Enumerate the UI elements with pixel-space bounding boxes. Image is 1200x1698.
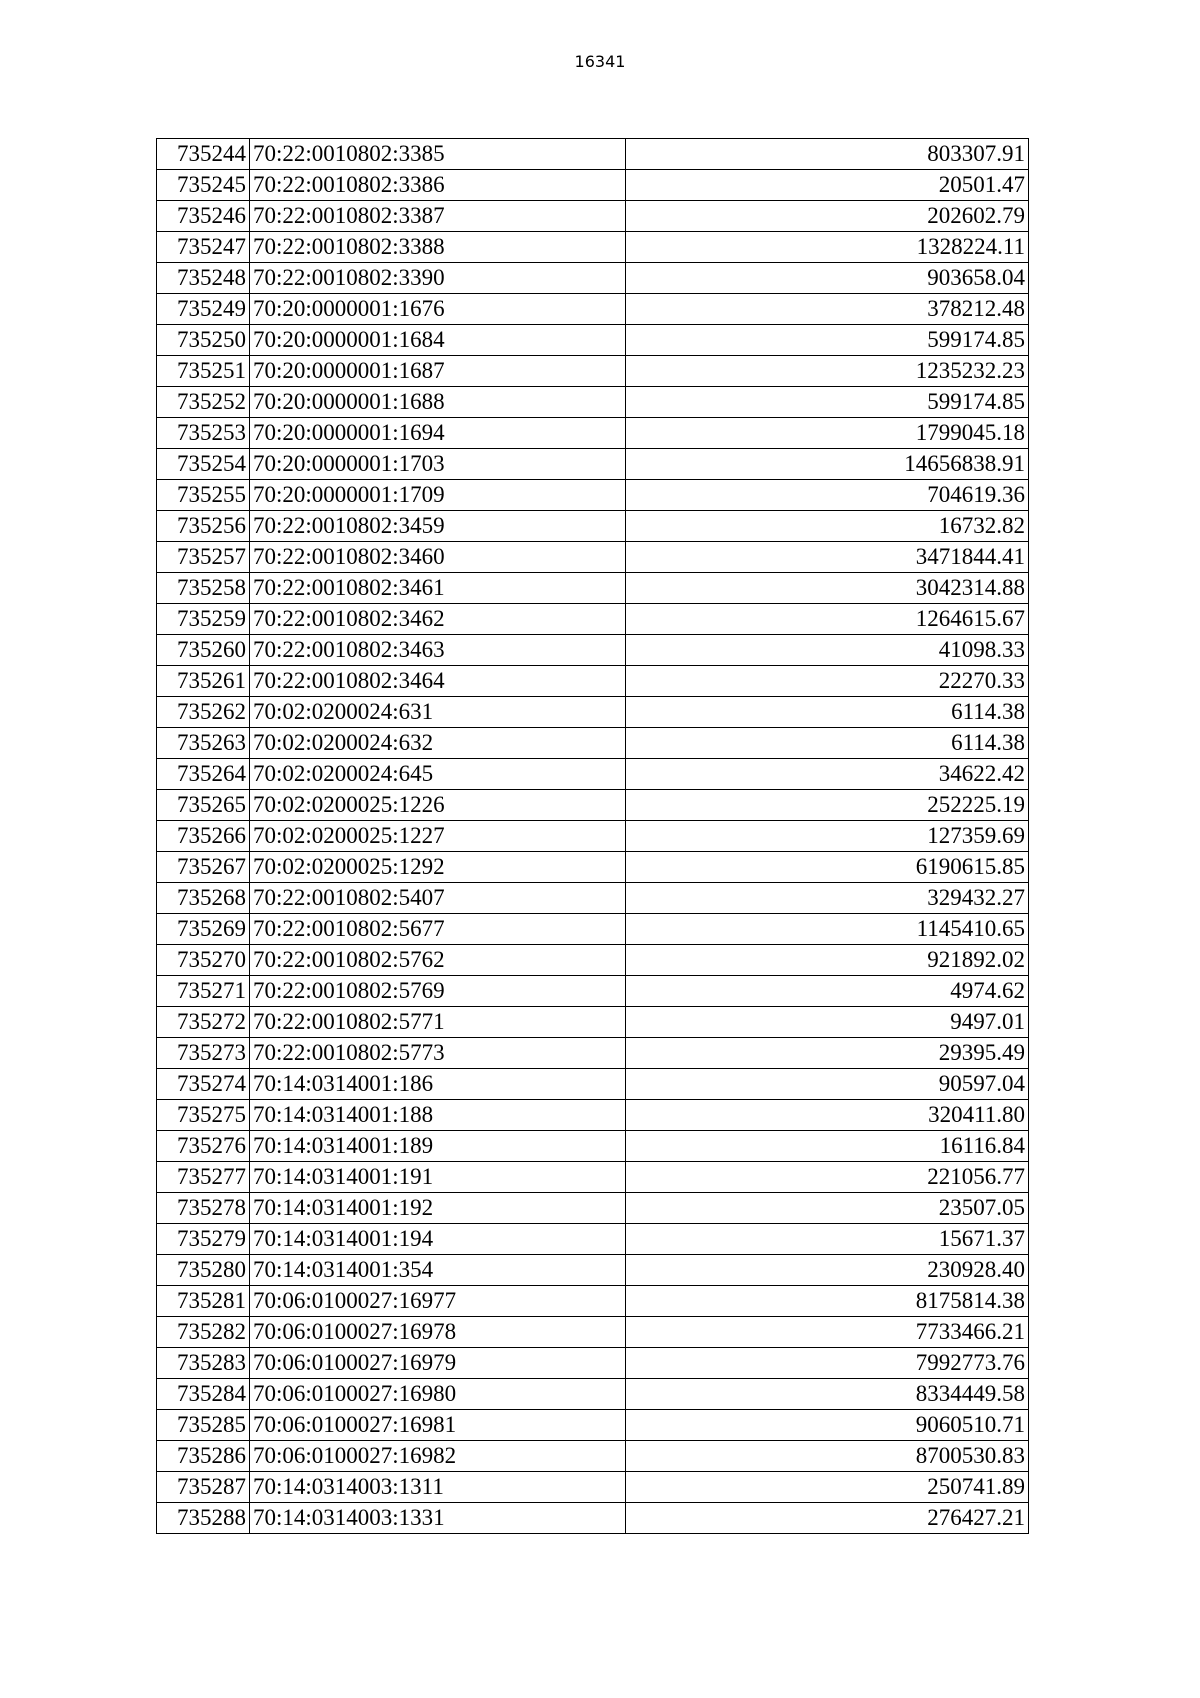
row-number-cell: 735256 [157,511,250,542]
table-row [157,1069,1029,1100]
table-row [157,573,1029,604]
data-table [156,138,1029,1534]
row-number-cell: 735272 [157,1007,250,1038]
table-row [157,1317,1029,1348]
table-row [157,697,1029,728]
row-number-cell: 735251 [157,356,250,387]
row-number-cell: 735247 [157,232,250,263]
cadastral-number-cell: 70:22:0010802:5407 [250,883,626,914]
cadastral-number-cell: 70:22:0010802:3390 [250,263,626,294]
value-cell: 202602.79 [626,201,1029,232]
value-cell: 1799045.18 [626,418,1029,449]
row-number-cell: 735245 [157,170,250,201]
row-number-cell: 735253 [157,418,250,449]
row-number-cell: 735259 [157,604,250,635]
cadastral-number-cell: 70:20:0000001:1694 [250,418,626,449]
cadastral-number-cell: 70:02:0200024:645 [250,759,626,790]
row-number-cell: 735283 [157,1348,250,1379]
cadastral-number-cell: 70:22:0010802:3386 [250,170,626,201]
row-number-cell: 735275 [157,1100,250,1131]
table-row [157,852,1029,883]
value-cell: 1264615.67 [626,604,1029,635]
row-number-cell: 735271 [157,976,250,1007]
row-number-cell: 735249 [157,294,250,325]
cadastral-number-cell: 70:22:0010802:3460 [250,542,626,573]
cadastral-number-cell: 70:22:0010802:3464 [250,666,626,697]
row-number-cell: 735278 [157,1193,250,1224]
cadastral-number-cell: 70:06:0100027:16977 [250,1286,626,1317]
value-cell: 127359.69 [626,821,1029,852]
row-number-cell: 735282 [157,1317,250,1348]
table-row [157,170,1029,201]
value-cell: 378212.48 [626,294,1029,325]
row-number-cell: 735279 [157,1224,250,1255]
table-row [157,1007,1029,1038]
cadastral-number-cell: 70:14:0314001:189 [250,1131,626,1162]
table-row [157,1348,1029,1379]
value-cell: 6114.38 [626,697,1029,728]
row-number-cell: 735270 [157,945,250,976]
table-row [157,480,1029,511]
cadastral-number-cell: 70:02:0200024:632 [250,728,626,759]
row-number-cell: 735263 [157,728,250,759]
table-row [157,1100,1029,1131]
table-row [157,542,1029,573]
cadastral-number-cell: 70:06:0100027:16980 [250,1379,626,1410]
value-cell: 16732.82 [626,511,1029,542]
cadastral-number-cell: 70:06:0100027:16978 [250,1317,626,1348]
value-cell: 8334449.58 [626,1379,1029,1410]
row-number-cell: 735266 [157,821,250,852]
value-cell: 6190615.85 [626,852,1029,883]
value-cell: 22270.33 [626,666,1029,697]
table-row [157,139,1029,170]
row-number-cell: 735258 [157,573,250,604]
value-cell: 23507.05 [626,1193,1029,1224]
table-row [157,914,1029,945]
table-row [157,728,1029,759]
table-row [157,1472,1029,1503]
table-row [157,976,1029,1007]
value-cell: 276427.21 [626,1503,1029,1534]
table-row [157,418,1029,449]
cadastral-number-cell: 70:20:0000001:1703 [250,449,626,480]
table-row [157,263,1029,294]
value-cell: 329432.27 [626,883,1029,914]
row-number-cell: 735260 [157,635,250,666]
table-row [157,1038,1029,1069]
row-number-cell: 735286 [157,1441,250,1472]
row-number-cell: 735288 [157,1503,250,1534]
value-cell: 3471844.41 [626,542,1029,573]
cadastral-number-cell: 70:20:0000001:1688 [250,387,626,418]
row-number-cell: 735269 [157,914,250,945]
table-row [157,1162,1029,1193]
value-cell: 320411.80 [626,1100,1029,1131]
cadastral-number-cell: 70:02:0200025:1226 [250,790,626,821]
cadastral-number-cell: 70:22:0010802:5762 [250,945,626,976]
cadastral-number-cell: 70:22:0010802:3388 [250,232,626,263]
table-row [157,1131,1029,1162]
row-number-cell: 735267 [157,852,250,883]
table-row [157,1379,1029,1410]
value-cell: 252225.19 [626,790,1029,821]
value-cell: 1235232.23 [626,356,1029,387]
table-row [157,666,1029,697]
table-row [157,635,1029,666]
cadastral-number-cell: 70:20:0000001:1709 [250,480,626,511]
cadastral-number-cell: 70:22:0010802:3387 [250,201,626,232]
cadastral-number-cell: 70:02:0200025:1292 [250,852,626,883]
value-cell: 7733466.21 [626,1317,1029,1348]
table-row [157,1193,1029,1224]
value-cell: 9060510.71 [626,1410,1029,1441]
value-cell: 8175814.38 [626,1286,1029,1317]
cadastral-number-cell: 70:02:0200025:1227 [250,821,626,852]
value-cell: 1328224.11 [626,232,1029,263]
row-number-cell: 735277 [157,1162,250,1193]
table-row [157,232,1029,263]
cadastral-number-cell: 70:14:0314003:1311 [250,1472,626,1503]
table-row [157,1410,1029,1441]
cadastral-number-cell: 70:20:0000001:1687 [250,356,626,387]
table-row [157,325,1029,356]
value-cell: 41098.33 [626,635,1029,666]
value-cell: 921892.02 [626,945,1029,976]
cadastral-number-cell: 70:14:0314001:192 [250,1193,626,1224]
value-cell: 8700530.83 [626,1441,1029,1472]
row-number-cell: 735268 [157,883,250,914]
table-row [157,294,1029,325]
value-cell: 4974.62 [626,976,1029,1007]
row-number-cell: 735255 [157,480,250,511]
cadastral-number-cell: 70:14:0314003:1331 [250,1503,626,1534]
value-cell: 14656838.91 [626,449,1029,480]
cadastral-number-cell: 70:22:0010802:3385 [250,139,626,170]
row-number-cell: 735264 [157,759,250,790]
value-cell: 3042314.88 [626,573,1029,604]
cadastral-number-cell: 70:14:0314001:186 [250,1069,626,1100]
table-row [157,1441,1029,1472]
cadastral-number-cell: 70:02:0200024:631 [250,697,626,728]
value-cell: 7992773.76 [626,1348,1029,1379]
cadastral-number-cell: 70:22:0010802:3461 [250,573,626,604]
row-number-cell: 735274 [157,1069,250,1100]
cadastral-number-cell: 70:06:0100027:16981 [250,1410,626,1441]
table-row [157,1503,1029,1534]
value-cell: 1145410.65 [626,914,1029,945]
cadastral-number-cell: 70:20:0000001:1676 [250,294,626,325]
cadastral-number-cell: 70:20:0000001:1684 [250,325,626,356]
row-number-cell: 735273 [157,1038,250,1069]
cadastral-number-cell: 70:22:0010802:5677 [250,914,626,945]
row-number-cell: 735287 [157,1472,250,1503]
row-number-cell: 735244 [157,139,250,170]
page-number: 16341 [574,52,626,71]
value-cell: 599174.85 [626,387,1029,418]
table-row [157,387,1029,418]
value-cell: 34622.42 [626,759,1029,790]
table-row [157,759,1029,790]
row-number-cell: 735254 [157,449,250,480]
table-row [157,1255,1029,1286]
row-number-cell: 735265 [157,790,250,821]
cadastral-number-cell: 70:14:0314001:354 [250,1255,626,1286]
row-number-cell: 735257 [157,542,250,573]
cadastral-number-cell: 70:06:0100027:16979 [250,1348,626,1379]
value-cell: 803307.91 [626,139,1029,170]
cadastral-number-cell: 70:22:0010802:3462 [250,604,626,635]
table-row [157,604,1029,635]
table-row [157,511,1029,542]
cadastral-number-cell: 70:14:0314001:188 [250,1100,626,1131]
row-number-cell: 735250 [157,325,250,356]
row-number-cell: 735280 [157,1255,250,1286]
cadastral-number-cell: 70:22:0010802:3459 [250,511,626,542]
table-body [157,139,1029,1534]
row-number-cell: 735284 [157,1379,250,1410]
value-cell: 903658.04 [626,263,1029,294]
value-cell: 90597.04 [626,1069,1029,1100]
cadastral-number-cell: 70:06:0100027:16982 [250,1441,626,1472]
table-row [157,945,1029,976]
cadastral-number-cell: 70:22:0010802:5769 [250,976,626,1007]
value-cell: 221056.77 [626,1162,1029,1193]
value-cell: 250741.89 [626,1472,1029,1503]
cadastral-number-cell: 70:22:0010802:3463 [250,635,626,666]
cadastral-number-cell: 70:14:0314001:194 [250,1224,626,1255]
table-row [157,201,1029,232]
value-cell: 15671.37 [626,1224,1029,1255]
table-row [157,1286,1029,1317]
cadastral-number-cell: 70:22:0010802:5771 [250,1007,626,1038]
row-number-cell: 735261 [157,666,250,697]
table-row [157,449,1029,480]
table-row [157,821,1029,852]
value-cell: 704619.36 [626,480,1029,511]
row-number-cell: 735281 [157,1286,250,1317]
value-cell: 20501.47 [626,170,1029,201]
cadastral-number-cell: 70:14:0314001:191 [250,1162,626,1193]
table-row [157,356,1029,387]
value-cell: 29395.49 [626,1038,1029,1069]
row-number-cell: 735276 [157,1131,250,1162]
table-row [157,883,1029,914]
row-number-cell: 735252 [157,387,250,418]
row-number-cell: 735262 [157,697,250,728]
table-row [157,1224,1029,1255]
cadastral-number-cell: 70:22:0010802:5773 [250,1038,626,1069]
table-row [157,790,1029,821]
row-number-cell: 735246 [157,201,250,232]
value-cell: 16116.84 [626,1131,1029,1162]
value-cell: 9497.01 [626,1007,1029,1038]
row-number-cell: 735285 [157,1410,250,1441]
value-cell: 230928.40 [626,1255,1029,1286]
row-number-cell: 735248 [157,263,250,294]
value-cell: 6114.38 [626,728,1029,759]
value-cell: 599174.85 [626,325,1029,356]
